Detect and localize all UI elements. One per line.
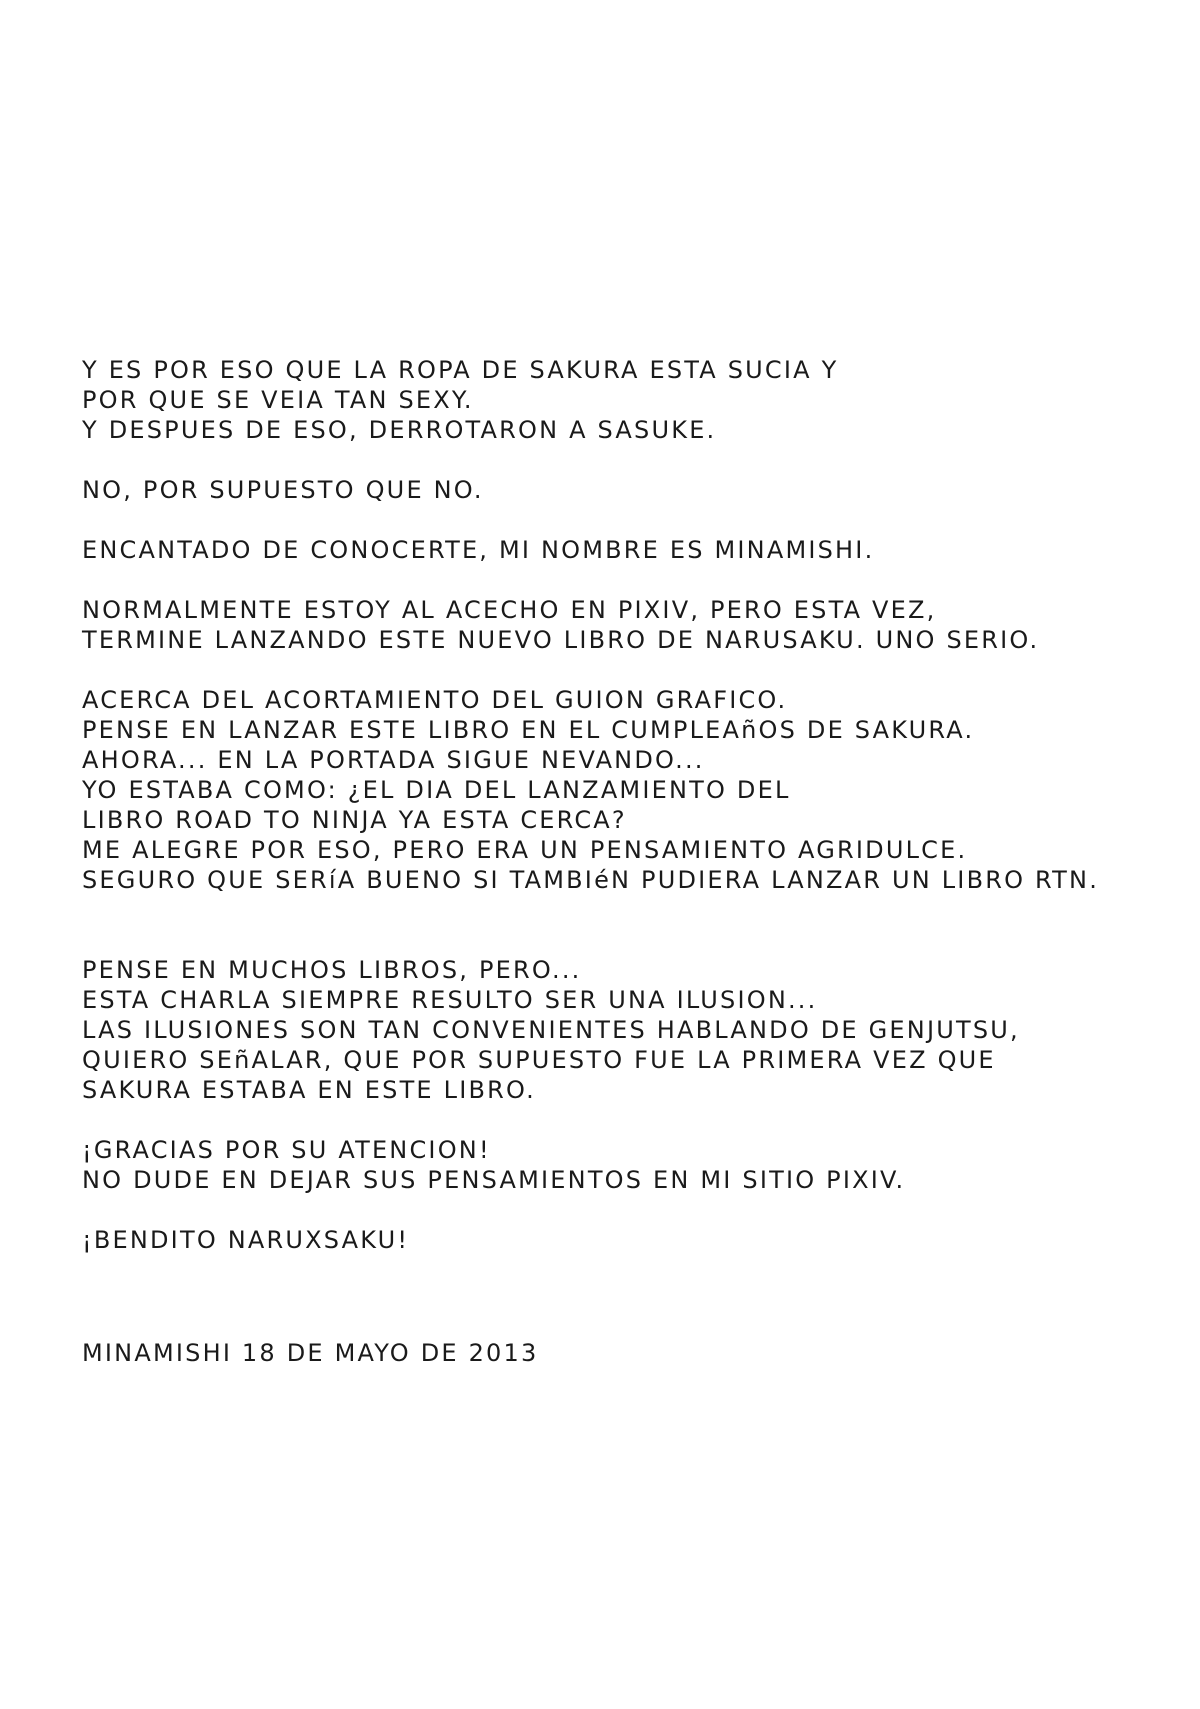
paragraph-storyboard	[82, 685, 1162, 895]
text-line: Y DESPUES DE ESO, DERROTARON A SASUKE.	[82, 416, 717, 444]
text-line: NORMALMENTE ESTOY AL ACECHO EN PIXIV, PERO ESTA VEZ,	[82, 596, 937, 624]
afterword-text	[82, 355, 1162, 1285]
text-line: LAS ILUSIONES SON TAN CONVENIENTES HABLANDO DE GENJUTSU,	[82, 1016, 1020, 1044]
text-line: SAKURA ESTABA EN ESTE LIBRO.	[82, 1076, 536, 1104]
text-line: ENCANTADO DE CONOCERTE, MI NOMBRE ES MINAMISHI.	[82, 536, 875, 564]
text-line: ESTA CHARLA SIEMPRE RESULTO SER UNA ILUSION...	[82, 986, 818, 1014]
text-line: LIBRO ROAD TO NINJA YA ESTA CERCA?	[82, 806, 627, 834]
text-line: ME ALEGRE POR ESO, PERO ERA UN PENSAMIENTO AGRIDULCE.	[82, 836, 968, 864]
text-line: QUIERO SEñALAR, QUE POR SUPUESTO FUE LA PRIMERA VEZ QUE	[82, 1046, 996, 1074]
text-line: AHORA... EN LA PORTADA SIGUE NEVANDO...	[82, 746, 705, 774]
paragraph-introduction	[82, 535, 1162, 565]
text-line: TERMINE LANZANDO ESTE NUEVO LIBRO DE NARUSAKU. UNO SERIO.	[82, 626, 1040, 654]
paragraph-pixiv-lurker	[82, 595, 1162, 655]
text-line: NO DUDE EN DEJAR SUS PENSAMIENTOS EN MI SITIO PIXIV.	[82, 1166, 906, 1194]
signature-date: MINAMISHI 18 DE MAYO DE 2013	[82, 1339, 539, 1367]
text-line: YO ESTABA COMO: ¿EL DIA DEL LANZAMIENTO DEL	[82, 776, 791, 804]
text-line: NO, POR SUPUESTO QUE NO.	[82, 476, 484, 504]
text-line: PENSE EN LANZAR ESTE LIBRO EN EL CUMPLEAñOS DE SAKURA.	[82, 716, 975, 744]
text-line: ACERCA DEL ACORTAMIENTO DEL GUION GRAFICO.	[82, 686, 788, 714]
paragraph-illusion	[82, 955, 1162, 1105]
text-line: Y ES POR ESO QUE LA ROPA DE SAKURA ESTA SUCIA Y	[82, 356, 839, 384]
text-line: POR QUE SE VEIA TAN SEXY.	[82, 386, 474, 414]
paragraph-thanks	[82, 1135, 1162, 1195]
text-line: PENSE EN MUCHOS LIBROS, PERO...	[82, 956, 582, 984]
text-line: ¡GRACIAS POR SU ATENCION!	[82, 1136, 491, 1164]
text-line: SEGURO QUE SERíA BUENO SI TAMBIéN PUDIERA LANZAR UN LIBRO RTN.	[82, 866, 1100, 894]
paragraph-sakura-clothes	[82, 355, 1162, 445]
paragraph-blessed	[82, 1225, 1162, 1255]
paragraph-of-course-not	[82, 475, 1162, 505]
text-line: ¡BENDITO NARUXSAKU!	[82, 1226, 410, 1254]
